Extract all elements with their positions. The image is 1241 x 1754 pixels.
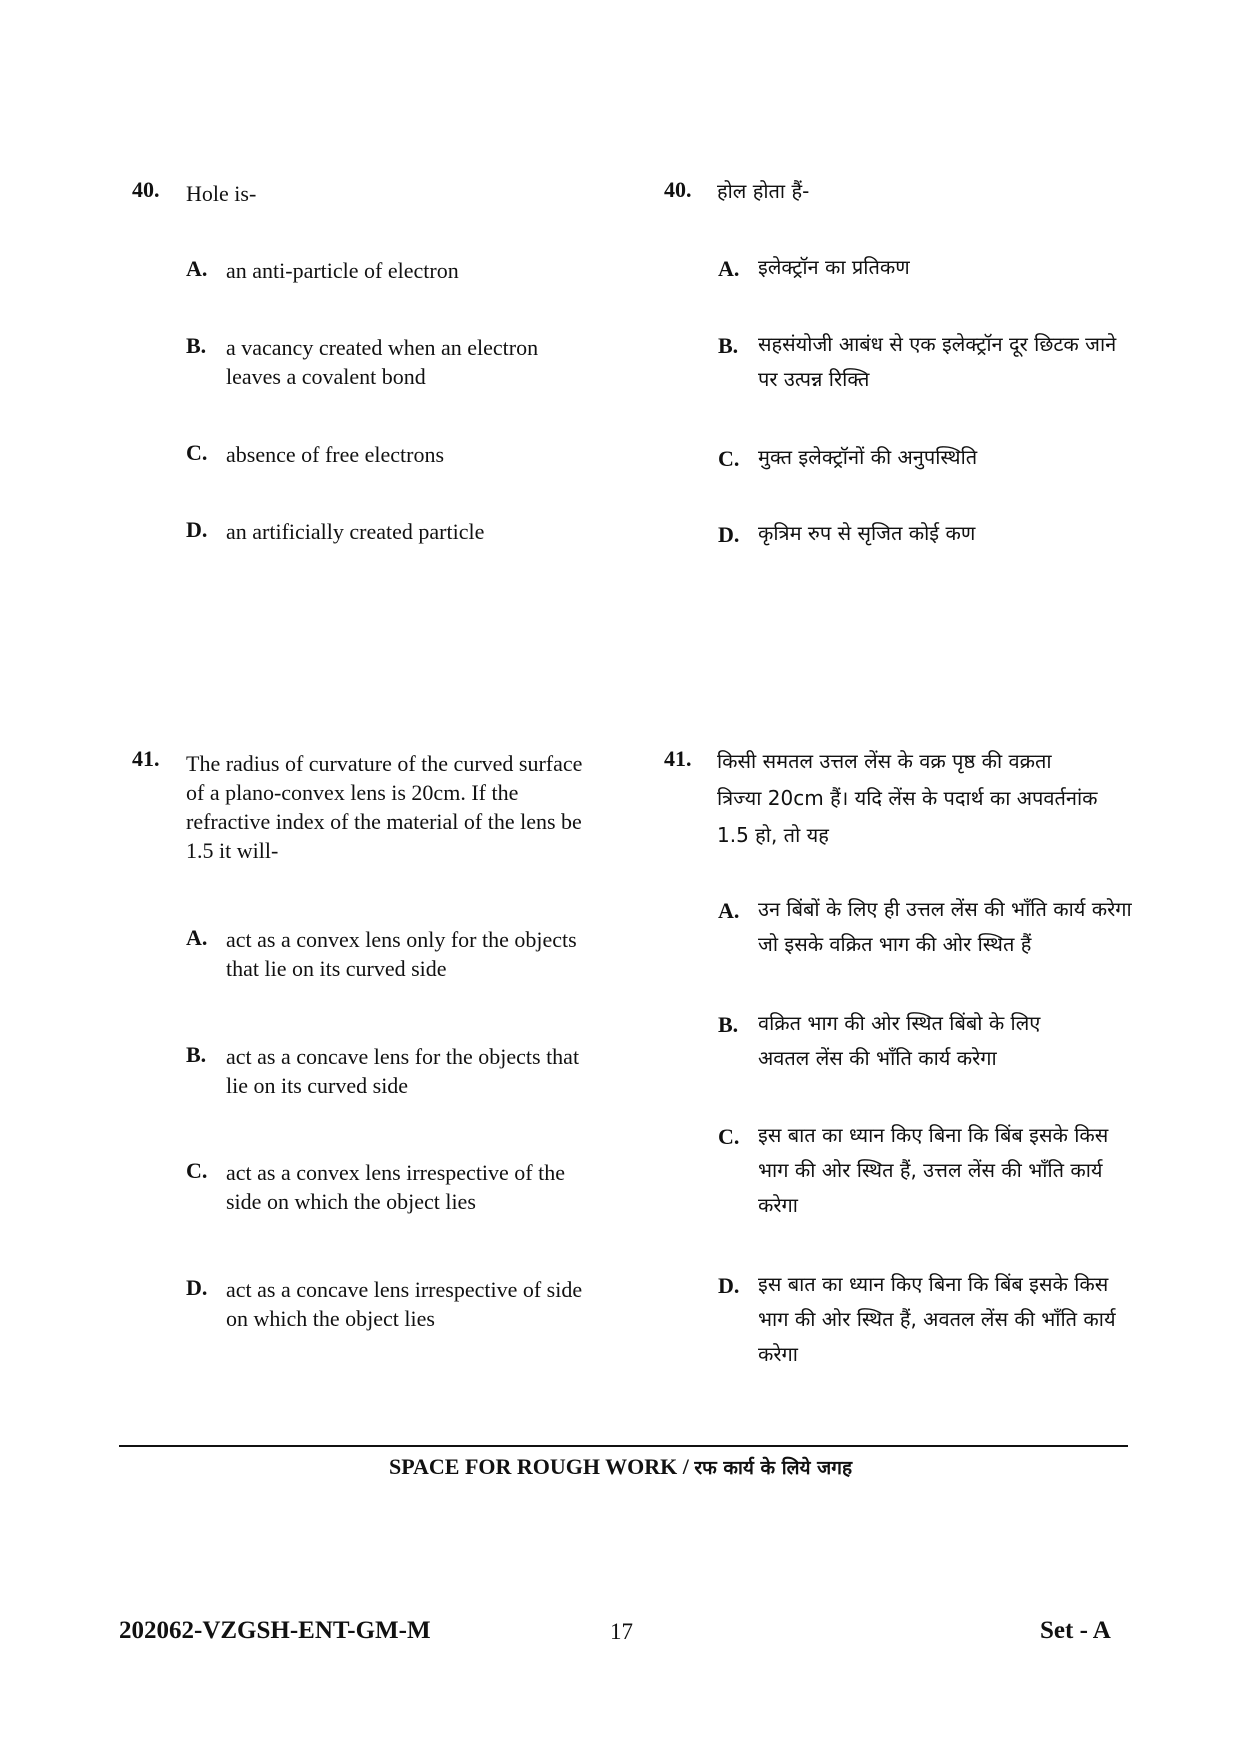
set-label: Set - A <box>1040 1617 1111 1644</box>
question-number: 40. <box>664 177 692 202</box>
rough-work-heading <box>0 1454 1241 1480</box>
option-label: D. <box>718 522 740 547</box>
option-text: उन बिंबों के लिए ही उत्तल लेंस की भाँति कार्य करेगा जो इसके वक्रित भाग की ओर स्थित हैं <box>758 897 1132 956</box>
option-label: C. <box>718 446 740 471</box>
option-text: इस बात का ध्यान किए बिना कि बिंब इसके किस भाग की ओर स्थित हैं, उत्तल लेंस की भाँति कार्य करेगा <box>758 1123 1109 1217</box>
option-text: इस बात का ध्यान किए बिना कि बिंब इसके किस भाग की ओर स्थित हैं, अवतल लेंस की भाँति कार्य करेगा <box>758 1272 1116 1366</box>
option-label: B. <box>186 1042 207 1067</box>
option-label: D. <box>186 1275 208 1300</box>
option-text: मुक्त इलेक्ट्रॉनों की अनुपस्थिति <box>758 445 978 469</box>
page-number: 17 <box>610 1619 633 1644</box>
option-label: A. <box>186 256 208 281</box>
option-text: a vacancy created when an electron leaves a covalent bond <box>226 335 539 389</box>
option-label: D. <box>718 1273 740 1298</box>
option-label: A. <box>718 898 740 923</box>
option-label: C. <box>186 440 208 465</box>
option-label: A. <box>718 256 740 281</box>
rough-work-hindi: रफ कार्य के लिये जगह <box>694 1457 853 1479</box>
option-text: an anti-particle of electron <box>226 258 459 283</box>
question-number: 40. <box>132 177 160 202</box>
question-number: 41. <box>664 746 692 771</box>
option-text: कृत्रिम रुप से सृजित कोई कण <box>758 521 976 545</box>
option-text: act as a convex lens irrespective of the side on which the object lies <box>226 1160 566 1214</box>
option-text: act as a convex lens only for the objects that lie on its curved side <box>226 927 577 981</box>
question-number: 41. <box>132 746 160 771</box>
option-label: B. <box>186 333 207 358</box>
rough-work-english: SPACE FOR ROUGH WORK / <box>388 1454 695 1479</box>
question-stem: होल होता हैं- <box>717 179 810 203</box>
question-stem: Hole is- <box>186 181 257 206</box>
question-stem: किसी समतल उत्तल लेंस के वक्र पृष्ठ की वक्रता त्रिज्या 20cm हैं। यदि लेंस के पदार्थ का अपवर्तनांक 1.5 हो, तो यह <box>717 749 1098 847</box>
option-text: सहसंयोजी आबंध से एक इलेक्ट्रॉन दूर छिटक जाने पर उत्पन्न रिक्ति <box>758 332 1117 391</box>
booklet-code: 202062-VZGSH-ENT-GM-M <box>119 1617 431 1644</box>
option-text: absence of free electrons <box>226 442 445 467</box>
option-label: D. <box>186 517 208 542</box>
option-label: B. <box>718 1012 739 1037</box>
option-label: C. <box>186 1158 208 1183</box>
question-stem: The radius of curvature of the curved surface of a plano-convex lens is 20cm. If the refractive index of the material of the lens be 1.5 it will- <box>186 751 583 863</box>
option-label: B. <box>718 333 739 358</box>
option-text: act as a concave lens for the objects that lie on its curved side <box>226 1044 580 1098</box>
option-label: C. <box>718 1124 740 1149</box>
option-text: इलेक्ट्रॉन का प्रतिकण <box>758 255 910 279</box>
option-text: an artificially created particle <box>226 519 485 544</box>
option-label: A. <box>186 925 208 950</box>
option-text: act as a concave lens irrespective of side on which the object lies <box>226 1277 583 1331</box>
option-text: वक्रित भाग की ओर स्थित बिंबो के लिए अवतल लेंस की भाँति कार्य करेगा <box>758 1011 1041 1070</box>
divider-line <box>119 1445 1128 1447</box>
